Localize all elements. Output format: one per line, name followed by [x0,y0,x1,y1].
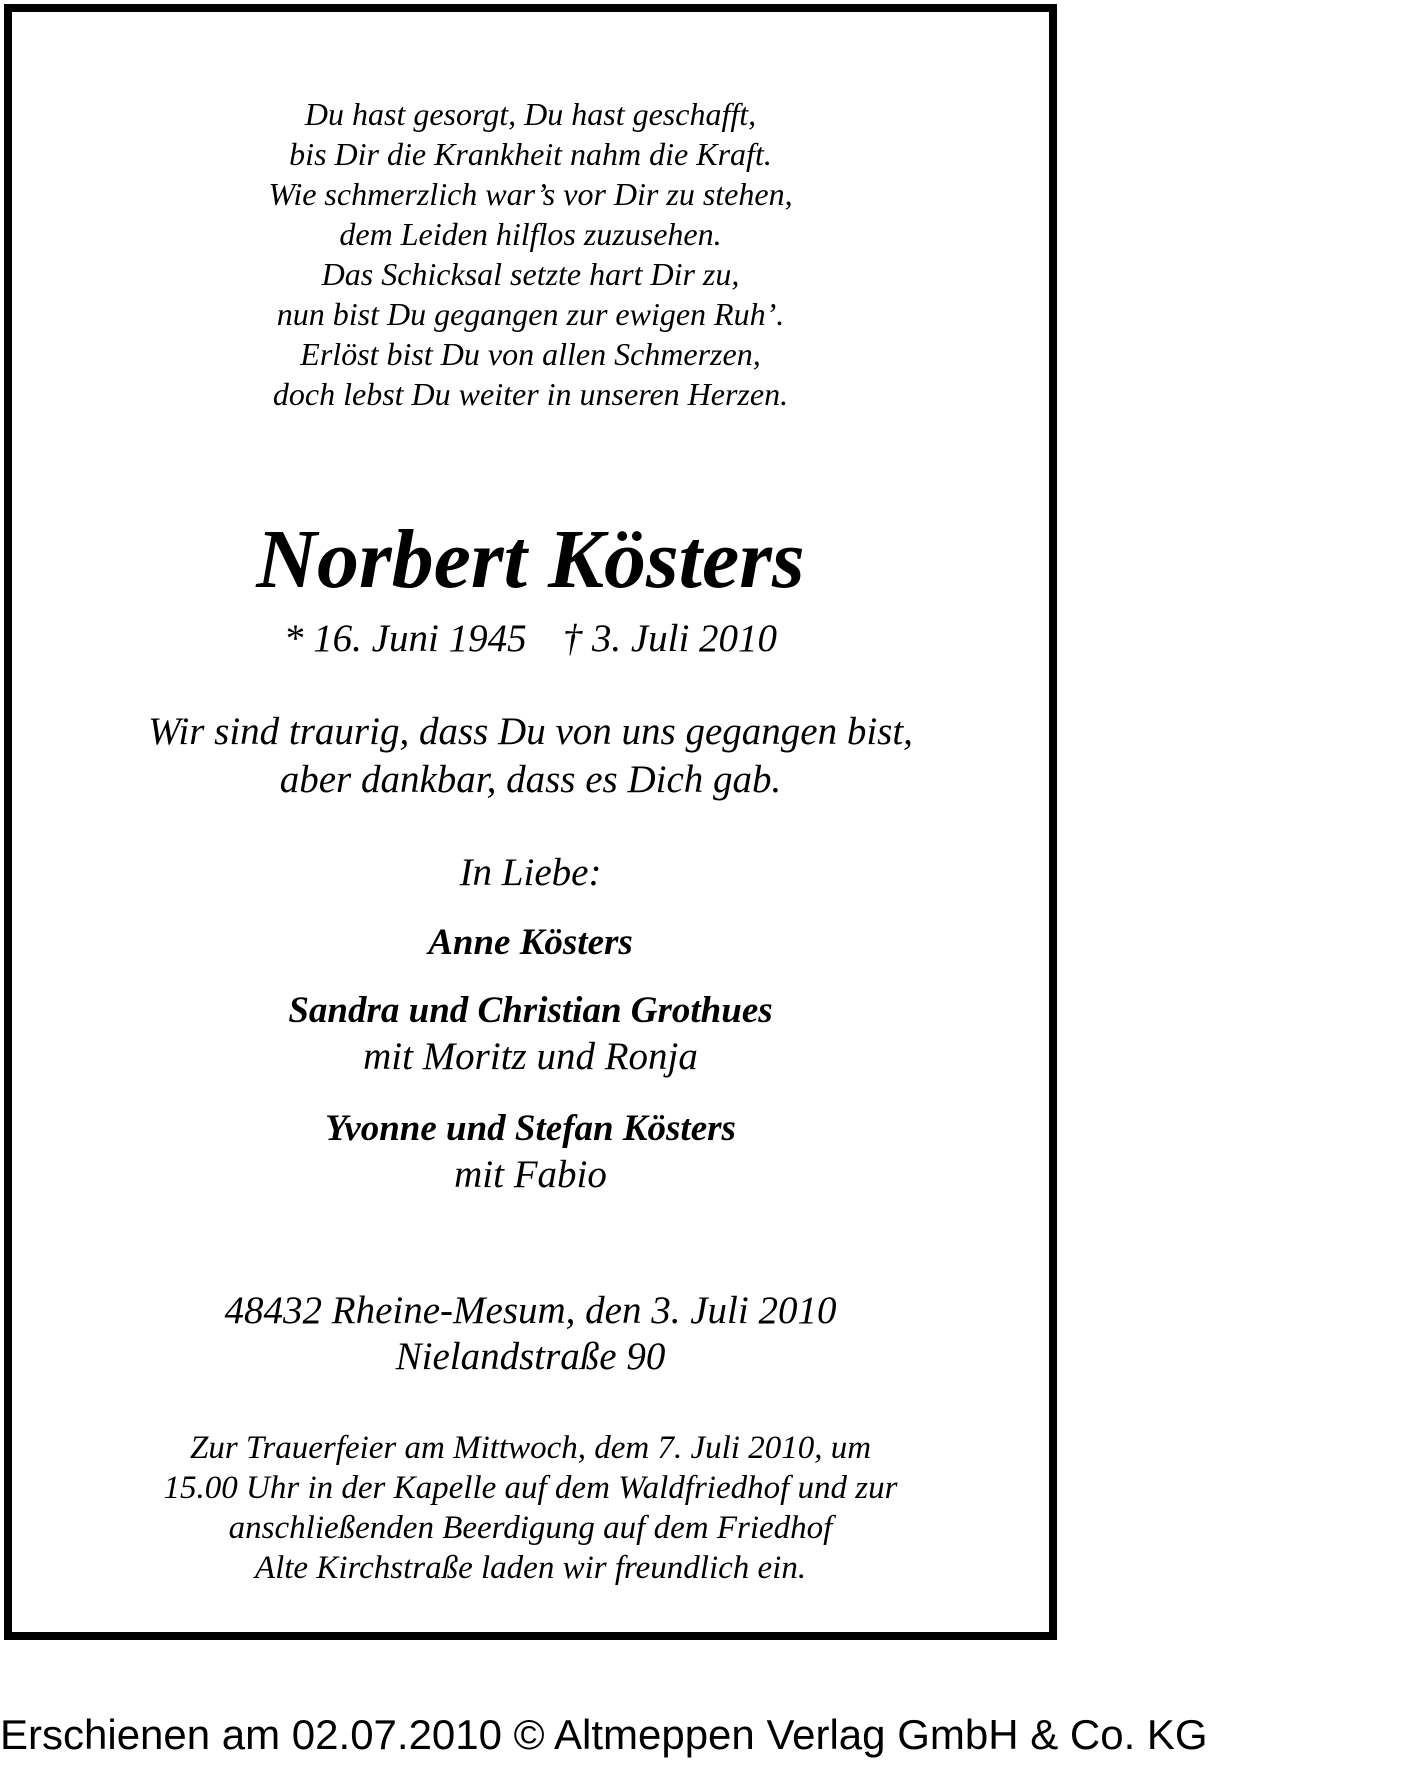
mourner-name: Sandra und Christian Grothues [288,990,773,1031]
funeral-line: 15.00 Uhr in der Kapelle auf dem Waldfriedhof und zur [163,1470,898,1506]
funeral-line: anschließenden Beerdigung auf dem Friedhof [228,1510,833,1546]
poem-line: Wie schmerzlich war’s vor Dir zu stehen, [268,176,793,212]
birth-date: * 16. Juni 1945 [283,617,527,660]
funeral-invitation [12,1428,1049,1588]
funeral-line: Alte Kirchstraße laden wir freundlich ein. [254,1550,807,1586]
address-block [12,1288,1049,1380]
poem-line: nun bist Du gegangen zur ewigen Ruh’. [276,296,785,332]
mourner-children: mit Moritz und Ronja [363,1035,698,1078]
publication-footer: Erschienen am 02.07.2010 © Altmeppen Verlag GmbH & Co. KG [0,1711,1208,1758]
place-and-date: 48432 Rheine-Mesum, den 3. Juli 2010 [224,1289,837,1332]
poem-line: bis Dir die Krankheit nahm die Kraft. [289,136,772,172]
poem-line: Du hast gesorgt, Du hast geschafft, [304,96,757,132]
gratitude-text [12,708,1049,804]
mourner-name: Yvonne und Stefan Kösters [325,1108,736,1149]
life-dates [12,616,1049,662]
death-date: † 3. Juli 2010 [562,617,778,660]
poem-line: Erlöst bist Du von allen Schmerzen, [300,336,761,372]
mourner-children: mit Fabio [454,1153,607,1196]
poem-line: doch lebst Du weiter in unseren Herzen. [272,376,789,412]
in-love-heading: In Liebe: [459,851,602,894]
poem-line: dem Leiden hilflos zuzusehen. [339,216,722,252]
gratitude-line: aber dankbar, dass es Dich gab. [279,758,782,801]
mourner-name: Anne Kösters [428,922,633,963]
gratitude-line: Wir sind traurig, dass Du von uns gegangen bist, [148,710,913,753]
deceased-name: Norbert Kösters [256,513,805,606]
obituary-notice [4,4,1057,1640]
memorial-poem [12,94,1049,414]
poem-line: Das Schicksal setzte hart Dir zu, [321,256,740,292]
funeral-line: Zur Trauerfeier am Mittwoch, dem 7. Juli 2010, um [189,1430,872,1466]
street-address: Nielandstraße 90 [395,1335,666,1378]
